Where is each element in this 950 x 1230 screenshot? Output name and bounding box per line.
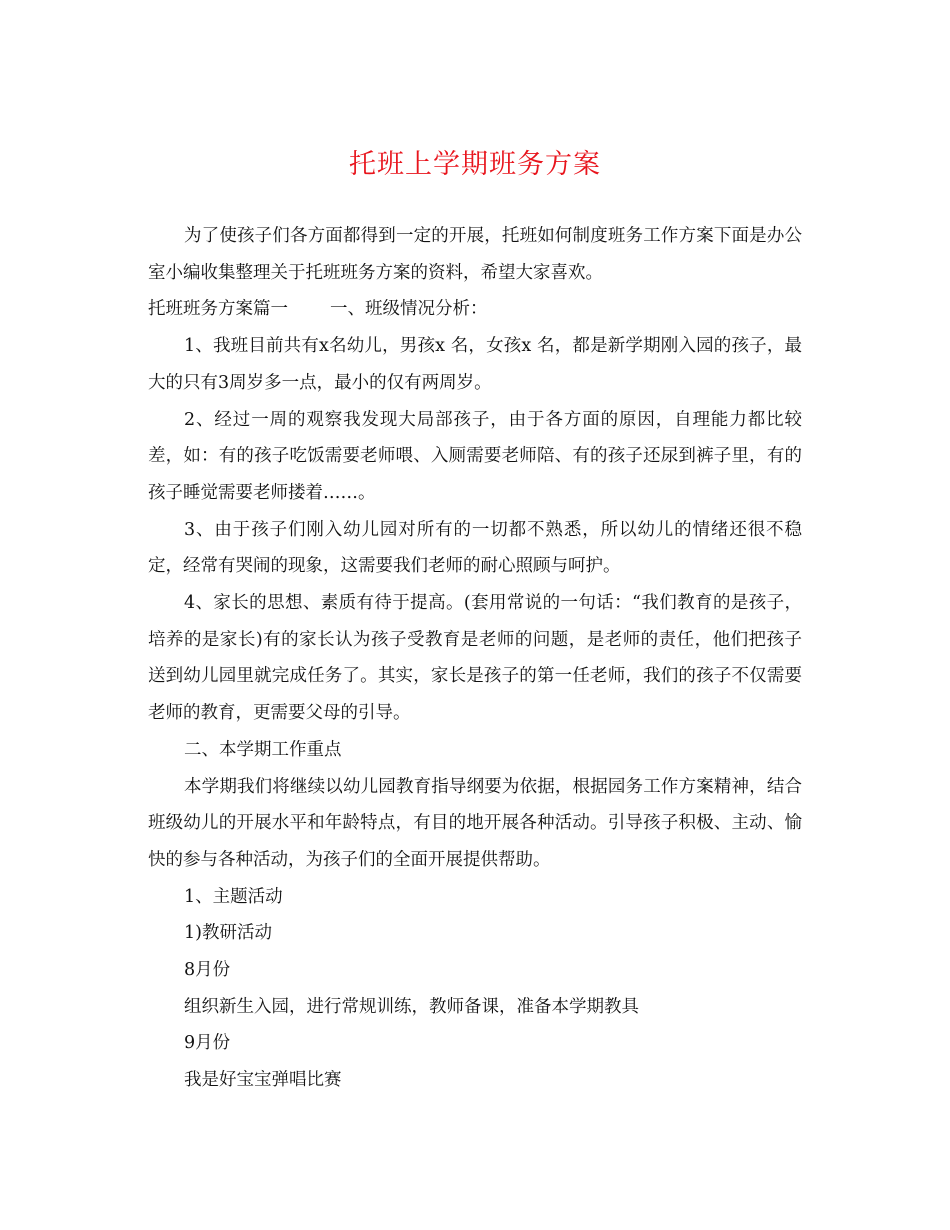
paragraph-intro: 为了使孩子们各方面都得到一定的开展，托班如何制度班务工作方案下面是办公室小编收集整理关于托班班务方案的资料，希望大家喜欢。 [148,226,802,283]
section-heading-b: 一、班级情况分析： [330,299,488,320]
paragraph-month-9-body: 我是好宝宝弹唱比赛 [184,1070,342,1091]
paragraph-section-2-body: 本学期我们将继续以幼儿园教育指导纲要为依据，根据园务工作方案精神，结合班级幼儿的开展水平和年龄特点，有目的地开展各种活动。引导孩子积极、主动、愉快的参与各种活动，为孩子们的全面开展提供帮助。 [148,776,802,870]
paragraph-section-heading [148,291,802,328]
paragraph-month-9: 9月份 [184,1033,231,1054]
paragraph-item-1: 1、我班目前共有x名幼儿，男孩x 名，女孩x 名，都是新学期刚入园的孩子，最大的只有3周岁多一点，最小的仅有两周岁。 [148,336,802,393]
paragraph-sub-1-1: 1)教研活动 [184,923,272,944]
paragraph-item-3: 3、由于孩子们刚入幼儿园对所有的一切都不熟悉，所以幼儿的情绪还很不稳定，经常有哭闹的现象，这需要我们老师的耐心照顾与呵护。 [148,519,802,577]
section-heading-a: 托班班务方案篇一 [148,299,288,320]
paragraph-month-8-body: 组织新生入园，进行常规训练，教师备课，准备本学期教具 [184,996,639,1017]
paragraph-sub-1: 1、主题活动 [184,886,283,907]
paragraph-month-8: 8月份 [184,960,231,981]
paragraph-section-2: 二、本学期工作重点 [184,739,342,760]
document-body [148,218,802,1099]
document-title: 托班上学期班务方案 [349,149,601,180]
paragraph-item-4: 4、家长的思想、素质有待于提高。(套用常说的一句话：“我们教育的是孩子，培养的是家长)有的家长认为孩子受教育是老师的问题，是老师的责任，他们把孩子送到幼儿园里就完成任务了。其实，家长是孩子的第一任老师，我们的孩子不仅需要老师的教育，更需要父母的引导。 [148,593,802,724]
paragraph-item-2: 2、经过一周的观察我发现大局部孩子，由于各方面的原因，自理能力都比较差，如：有的孩子吃饭需要老师喂、入厕需要老师陪、有的孩子还尿到裤子里，有的孩子睡觉需要老师搂着……。 [148,409,802,503]
